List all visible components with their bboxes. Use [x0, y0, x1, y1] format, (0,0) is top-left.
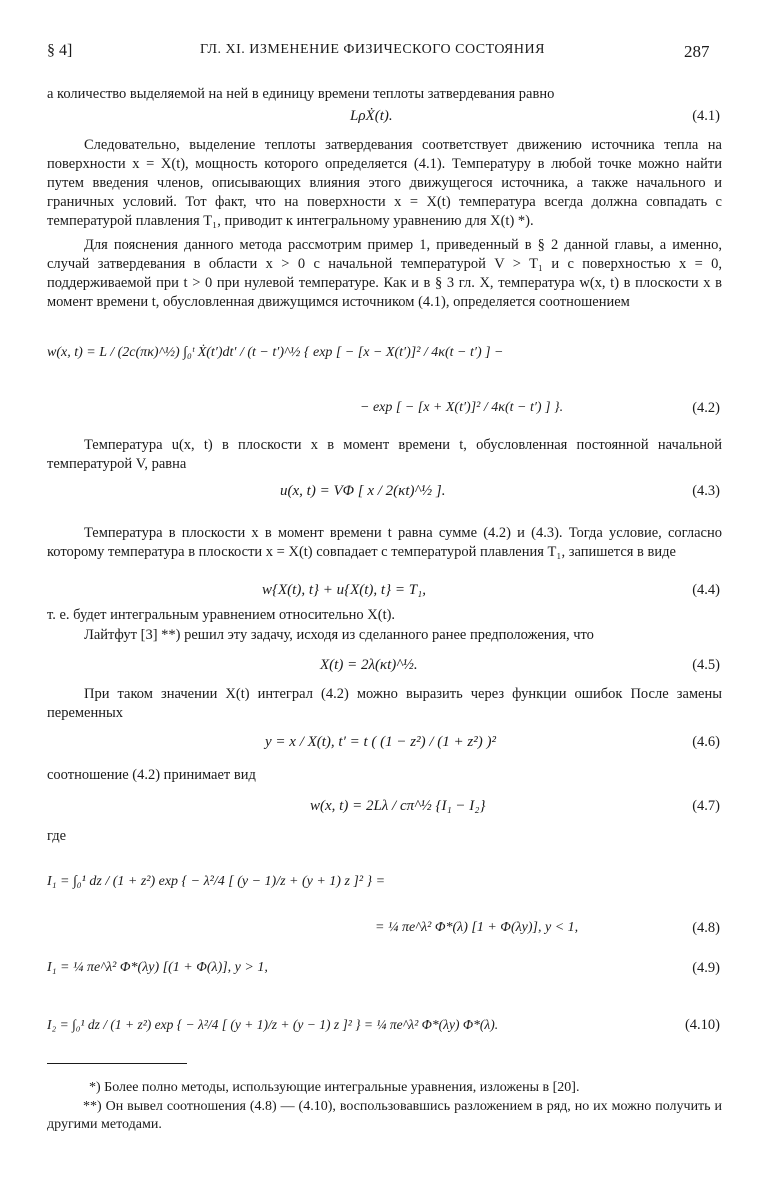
paragraph-6: т. е. будет интегральным уравнением относительно X(t).	[47, 607, 396, 623]
formula-4-10: I₂ = ∫₀¹ dz / (1 + z²) exp { − λ²/4 [ (y + 1)/z + (y − 1) z ]² } = ¼ πe^λ² Φ*(λy) Φ*(λ).	[47, 1017, 499, 1032]
paragraph-7: Лайтфут [3] **) решил эту задачу, исходя из сделанного ранее предположения, что	[84, 627, 594, 643]
equation-number-4-3: (4.3)	[692, 483, 720, 499]
equation-number-4-6: (4.6)	[692, 734, 720, 750]
paragraph-9: соотношение (4.2) принимает вид	[47, 767, 256, 783]
equation-number-4-1: (4.1)	[692, 108, 720, 124]
formula-4-2-line-2: − exp [ − [x + X(t′)]² / 4κ(t − t′) ] }.	[360, 400, 564, 415]
equation-number-4-5: (4.5)	[692, 657, 720, 673]
paragraph-3: Для пояснения данного метода рассмотрим пример 1, приведенный в § 2 данной главы, а именно, случай затвердевания в области x > 0 с начальной температурой V > T₁ и с поверхностью x = 0, поддерживаемой при t > 0 при нулевой температуре. Как и в § 3 гл. X, температура w(x, t) в плоскости x в момент времени t, обусловленная движущимся источником (4.1), определяется соотношением	[47, 237, 722, 310]
equation-number-4-4: (4.4)	[692, 582, 720, 598]
formula-4-2-line-1: w(x, t) = L / (2c(πκ)^½) ∫₀ᵗ Ẋ(t′)dt′ / (t − t′)^½ { exp [ − [x − X(t′)]² / 4κ(t − t′) ] −	[47, 345, 504, 360]
paragraph-8: При таком значении X(t) интеграл (4.2) можно выразить через функции ошибок После замены переменных	[47, 686, 722, 721]
page-number: 287	[684, 42, 710, 61]
footnote-2: **) Он вывел соотношения (4.8) — (4.10), воспользовавшись разложением в ряд, но их можно получить и другими методами.	[47, 1099, 722, 1132]
running-head: ГЛ. XI. ИЗМЕНЕНИЕ ФИЗИЧЕСКОГО СОСТОЯНИЯ	[200, 42, 545, 57]
where-label: где	[47, 828, 67, 844]
footnote-rule	[47, 1063, 187, 1064]
formula-4-1: LρẊ(t).	[350, 108, 393, 124]
formula-4-7: w(x, t) = 2Lλ / cπ^½ {I₁ − I₂}	[310, 798, 486, 814]
paragraph-5: Температура в плоскости x в момент времени t равна сумме (4.2) и (4.3). Тогда условие, согласно которому температура в плоскости x = X(t) совпадает с температурой плавления T₁, запишется в виде	[47, 525, 722, 560]
formula-4-9: I₁ = ¼ πe^λ² Φ*(λy) [(1 + Φ(λ)], y > 1,	[47, 960, 268, 975]
paragraph-4: Температура u(x, t) в плоскости x в момент времени t, обусловленная постоянной начальной температурой V, равна	[47, 437, 722, 472]
formula-4-3: u(x, t) = VΦ [ x / 2(κt)^½ ].	[280, 483, 446, 499]
equation-number-4-7: (4.7)	[692, 798, 720, 814]
equation-number-4-9: (4.9)	[692, 960, 720, 976]
equation-number-4-10: (4.10)	[684, 1017, 720, 1033]
formula-4-8-line-2: = ¼ πe^λ² Φ*(λ) [1 + Φ(λy)], y < 1,	[375, 920, 579, 935]
formula-4-8-line-1: I₁ = ∫₀¹ dz / (1 + z²) exp { − λ²/4 [ (y − 1)/z + (y + 1) z ]² } =	[47, 874, 386, 889]
formula-4-4: w{X(t), t} + u{X(t), t} = T₁,	[262, 582, 427, 598]
formula-4-6: y = x / X(t), t′ = t ( (1 − z²) / (1 + z²) )²	[265, 734, 496, 750]
footnote-1: *) Более полно методы, использующие интегральные уравнения, изложены в [20].	[89, 1080, 580, 1095]
formula-4-5: X(t) = 2λ(κt)^½.	[320, 657, 418, 673]
paragraph-2: Следовательно, выделение теплоты затвердевания соответствует движению источника тепла на поверхности x = X(t), мощность которого определяется (4.1). Температуру в любой точке можно найти путем введения членов, описывающих влияния этого движущегося источника, а также начального и граничных условий. Тот факт, что на поверхности x = X(t) температура всегда должна совпадать с температурой плавления T₁, приводит к интегральному уравнению для X(t) *).	[47, 137, 722, 229]
equation-number-4-8: (4.8)	[692, 920, 720, 936]
equation-number-4-2: (4.2)	[692, 400, 720, 416]
paragraph-1: а количество выделяемой на ней в единицу времени теплоты затвердевания равно	[47, 86, 555, 102]
section-marker: § 4]	[47, 42, 73, 59]
